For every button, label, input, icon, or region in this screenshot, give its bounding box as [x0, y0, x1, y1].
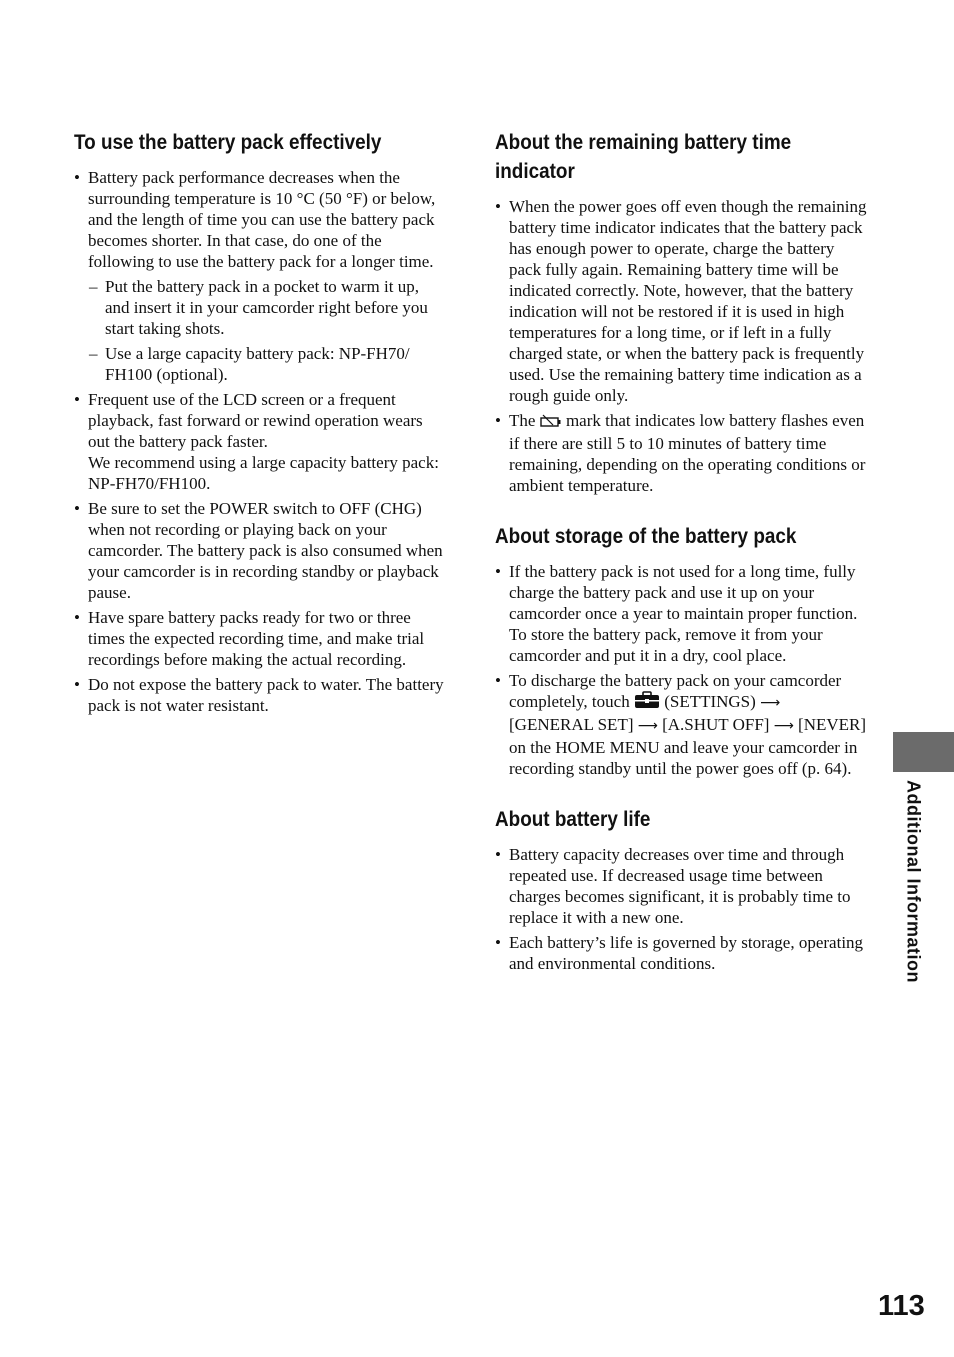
list-item: • Have spare battery packs ready for two or three times the expected recording time, and make trial recordings before making the actual recording.: [74, 607, 444, 670]
heading-use-battery-effectively: To use the battery pack effectively: [74, 131, 382, 154]
right-column: [495, 128, 867, 978]
bullet-text: To discharge the battery pack on your camcorder completely, touch: [509, 671, 842, 711]
section-side-label: [893, 780, 933, 983]
bullet-text: [GENERAL SET]: [509, 715, 634, 734]
bullet-text: The: [509, 411, 536, 430]
heading-remaining-battery-indicator: About the remaining battery time indicator: [495, 131, 792, 183]
bullet-list: [495, 196, 867, 496]
list-item: • If the battery pack is not used for a long time, fully charge the battery pack and use it up on your camcorder once a year to maintain proper function. To store the battery pack, remove it from your camcorder and put it in a dry, cool place.: [495, 561, 867, 666]
arrow-right-icon: ⟶: [773, 718, 794, 734]
section-label-text: Additional Information: [903, 780, 924, 983]
bullet-list: [74, 167, 444, 716]
dash-list: [88, 276, 444, 385]
dash-item: – Put the battery pack in a pocket to warm it up, and insert it in your camcorder right before you start taking shots.: [88, 276, 444, 339]
heading-storage-battery-pack: About storage of the battery pack: [495, 525, 797, 548]
list-item: • When the power goes off even though the remaining battery time indicator indicates that the battery pack has enough power to operate, charge the battery pack fully again. Remaining battery time will be indicated correctly. Note, however, that the battery indication will not be restored if it is used in high temperatures for a long time, or if left in a fully charged state, or when the battery pack is frequently used. Use the remaining battery time indication as a rough guide only.: [495, 196, 867, 406]
bullet-text: Battery pack performance decreases when the surrounding temperature is 10 °C (50 °F) or below, and the length of time you can use the battery pack becomes shorter. In that case, do one of the following to use the battery pack for a longer time.: [88, 168, 436, 271]
bullet-text: [A.SHUT OFF]: [662, 715, 770, 734]
bullet-text: mark that indicates low battery flashes even if there are still 5 to 10 minutes of battery time remaining, depending on the operating conditions or ambient temperature.: [509, 411, 866, 495]
dash-item: – Use a large capacity battery pack: NP-FH70/ FH100 (optional).: [88, 343, 444, 385]
list-item: [74, 167, 444, 385]
list-item: • Do not expose the battery pack to water. The battery pack is not water resistant.: [74, 674, 444, 716]
section-tab-marker: [893, 732, 954, 772]
heading-battery-life: About battery life: [495, 808, 651, 831]
toolbox-settings-icon: [634, 691, 660, 714]
low-battery-icon: [540, 412, 562, 433]
arrow-right-icon: ⟶: [760, 695, 781, 711]
list-item: • Be sure to set the POWER switch to OFF (CHG) when not recording or playing back on your camcorder. The battery pack is also consumed when your camcorder is in recording standby or playback pause.: [74, 498, 444, 603]
page-number: 113: [878, 1290, 925, 1322]
bullet-text: (SETTINGS): [664, 692, 756, 711]
left-column: [74, 128, 444, 720]
bullet-text: • Frequent use of the LCD screen or a frequent playback, fast forward or rewind operation wears out the battery pack faster.: [88, 390, 423, 451]
list-item: • Each battery’s life is governed by storage, operating and environmental conditions.: [495, 932, 867, 974]
bullet-list: [495, 561, 867, 779]
list-item: [495, 410, 867, 496]
bullet-text: We recommend using a large capacity battery pack: NP-FH70/FH100.: [88, 453, 439, 493]
list-item: [495, 670, 867, 779]
arrow-right-icon: ⟶: [637, 718, 658, 734]
list-item: • Battery capacity decreases over time and through repeated use. If decreased usage time between charges becomes significant, it is probably time to replace it with a new one.: [495, 844, 867, 928]
list-item: [74, 389, 444, 494]
bullet-text: [NEVER] on the HOME MENU and leave your camcorder in recording standby until the power goes off (p. 64).: [509, 715, 867, 778]
bullet-list: [495, 844, 867, 974]
